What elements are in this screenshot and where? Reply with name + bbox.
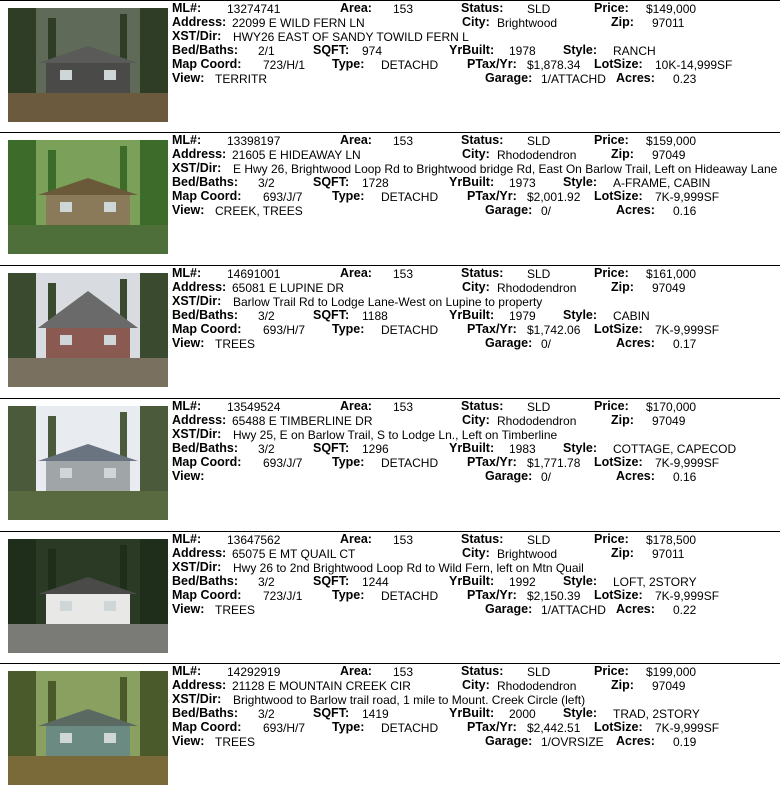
style-label: Style:: [563, 441, 598, 455]
area-label: Area:: [340, 532, 372, 546]
type-value: DETACHD: [381, 589, 439, 603]
price-label: Price:: [594, 1, 629, 15]
status-label: Status:: [461, 664, 504, 678]
zip-label: Zip:: [611, 147, 634, 161]
ml-label: ML#:: [172, 133, 202, 147]
style-label: Style:: [563, 308, 598, 322]
separator-line: [0, 663, 780, 664]
view-label: View:: [172, 336, 205, 350]
sqft-value: 1419: [362, 707, 389, 721]
xst-value: E Hwy 26, Brightwood Loop Rd to Brightwood bridge Rd, East On Barlow Trail, Left on Hideaway Lane: [233, 162, 778, 176]
ptax-value: $2,150.39: [527, 589, 581, 603]
mapcoord-value: 693/H/7: [263, 323, 306, 337]
zip-value: 97049: [652, 148, 686, 162]
ptax-value: $1,771.78: [527, 456, 581, 470]
mapcoord-value: 693/J/7: [263, 456, 303, 470]
yrbuilt-label: YrBuilt:: [449, 574, 495, 588]
bedbaths-value: 3/2: [258, 176, 275, 190]
ml-label: ML#:: [172, 266, 202, 280]
lotsize-label: LotSize:: [594, 57, 643, 71]
mapcoord-label: Map Coord:: [172, 588, 242, 602]
style-label: Style:: [563, 43, 598, 57]
mapcoord-label: Map Coord:: [172, 57, 242, 71]
area-label: Area:: [340, 664, 372, 678]
ptax-value: $2,442.51: [527, 721, 581, 735]
style-value: LOFT, 2STORY: [613, 575, 697, 589]
address-value: 21128 E MOUNTAIN CREEK CIR: [232, 679, 411, 693]
view-value: TERRITR: [215, 72, 267, 86]
address-value: 65081 E LUPINE DR: [232, 281, 345, 295]
city-label: City:: [462, 280, 490, 294]
xst-label: XST/Dir:: [172, 161, 222, 175]
zip-label: Zip:: [611, 15, 634, 29]
mapcoord-label: Map Coord:: [172, 189, 242, 203]
zip-value: 97049: [652, 414, 686, 428]
status-label: Status:: [461, 532, 504, 546]
style-label: Style:: [563, 175, 598, 189]
xst-value: HWY26 EAST OF SANDY TOWILD FERN L: [233, 30, 469, 44]
city-value: Rhododendron: [497, 148, 577, 162]
type-value: DETACHD: [381, 58, 439, 72]
property-photo: [8, 273, 168, 387]
status-label: Status:: [461, 1, 504, 15]
mapcoord-label: Map Coord:: [172, 455, 242, 469]
xst-value: Barlow Trail Rd to Lodge Lane-West on Lupine to property: [233, 295, 543, 309]
style-value: COTTAGE, CAPECOD: [613, 442, 737, 456]
lotsize-label: LotSize:: [594, 588, 643, 602]
acres-value: 0.23: [673, 72, 697, 86]
address-label: Address:: [172, 15, 227, 29]
yrbuilt-value: 1978: [509, 44, 536, 58]
style-value: A-FRAME, CABIN: [613, 176, 711, 190]
bedbaths-value: 2/1: [258, 44, 275, 58]
zip-value: 97011: [652, 547, 685, 561]
property-photo-image: [8, 539, 168, 653]
garage-value: 1/ATTACHD: [541, 72, 606, 86]
listing-2: [0, 132, 780, 257]
area-value: 153: [393, 665, 414, 679]
zip-value: 97011: [652, 16, 685, 30]
mapcoord-label: Map Coord:: [172, 322, 242, 336]
sqft-value: 1244: [362, 575, 389, 589]
listing-1: [0, 0, 780, 125]
area-value: 153: [393, 267, 414, 281]
ml-value: 13647562: [227, 533, 281, 547]
mapcoord-value: 723/H/1: [263, 58, 306, 72]
mapcoord-value: 723/J/1: [263, 589, 303, 603]
type-label: Type:: [332, 57, 365, 71]
lotsize-value: 10K-14,999SF: [655, 58, 733, 72]
garage-label: Garage:: [485, 336, 533, 350]
property-photo: [8, 539, 168, 653]
separator-line: [0, 265, 780, 266]
bedbaths-label: Bed/Baths:: [172, 441, 238, 455]
listing-3: [0, 265, 780, 390]
address-value: 22099 E WILD FERN LN: [232, 16, 365, 30]
lotsize-label: LotSize:: [594, 322, 643, 336]
ml-label: ML#:: [172, 399, 202, 413]
acres-label: Acres:: [616, 71, 655, 85]
ptax-value: $2,001.92: [527, 190, 581, 204]
mapcoord-label: Map Coord:: [172, 720, 242, 734]
price-value: $161,000: [646, 267, 697, 281]
acres-label: Acres:: [616, 734, 655, 748]
type-label: Type:: [332, 455, 365, 469]
xst-label: XST/Dir:: [172, 29, 222, 43]
type-value: DETACHD: [381, 721, 439, 735]
city-value: Rhododendron: [497, 679, 577, 693]
listing-5: [0, 531, 780, 656]
acres-label: Acres:: [616, 336, 655, 350]
style-value: RANCH: [613, 44, 656, 58]
lotsize-value: 7K-9,999SF: [655, 190, 720, 204]
sqft-label: SQFT:: [313, 441, 350, 455]
yrbuilt-value: 1973: [509, 176, 536, 190]
area-label: Area:: [340, 399, 372, 413]
xst-label: XST/Dir:: [172, 692, 222, 706]
area-value: 153: [393, 533, 414, 547]
city-label: City:: [462, 678, 490, 692]
yrbuilt-label: YrBuilt:: [449, 441, 495, 455]
bedbaths-label: Bed/Baths:: [172, 308, 238, 322]
ml-value: 14691001: [227, 267, 281, 281]
listing-4: [0, 398, 780, 523]
city-value: Rhododendron: [497, 414, 577, 428]
price-label: Price:: [594, 266, 629, 280]
view-value: TREES: [215, 603, 256, 617]
view-label: View:: [172, 469, 205, 483]
area-value: 153: [393, 400, 414, 414]
ml-value: 13274741: [227, 2, 281, 16]
garage-value: 0/: [541, 470, 552, 484]
garage-value: 1/ATTACHD: [541, 603, 606, 617]
bedbaths-label: Bed/Baths:: [172, 175, 238, 189]
ml-label: ML#:: [172, 664, 202, 678]
property-photo-image: [8, 406, 168, 520]
view-value: TREES: [215, 337, 256, 351]
sqft-value: 1296: [362, 442, 389, 456]
yrbuilt-label: YrBuilt:: [449, 175, 495, 189]
area-label: Area:: [340, 266, 372, 280]
bedbaths-label: Bed/Baths:: [172, 43, 238, 57]
address-value: 65075 E MT QUAIL CT: [232, 547, 356, 561]
view-value: TREES: [215, 735, 256, 749]
address-label: Address:: [172, 147, 227, 161]
price-value: $178,500: [646, 533, 697, 547]
zip-value: 97049: [652, 281, 686, 295]
bedbaths-value: 3/2: [258, 442, 275, 456]
address-label: Address:: [172, 413, 227, 427]
ptax-label: PTax/Yr:: [467, 720, 517, 734]
status-label: Status:: [461, 133, 504, 147]
ml-value: 14292919: [227, 665, 281, 679]
xst-value: Hwy 25, E on Barlow Trail, S to Lodge Ln., Left on Timberline: [233, 428, 558, 442]
style-value: TRAD, 2STORY: [613, 707, 700, 721]
yrbuilt-value: 1983: [509, 442, 536, 456]
lotsize-value: 7K-9,999SF: [655, 456, 720, 470]
ml-label: ML#:: [172, 532, 202, 546]
city-value: Rhododendron: [497, 281, 577, 295]
sqft-label: SQFT:: [313, 175, 350, 189]
sqft-value: 974: [362, 44, 383, 58]
style-value: CABIN: [613, 309, 650, 323]
separator-line: [0, 398, 780, 399]
type-value: DETACHD: [381, 190, 439, 204]
price-value: $159,000: [646, 134, 697, 148]
ptax-label: PTax/Yr:: [467, 588, 517, 602]
address-value: 21605 E HIDEAWAY LN: [232, 148, 361, 162]
mapcoord-value: 693/H/7: [263, 721, 306, 735]
xst-label: XST/Dir:: [172, 427, 222, 441]
status-value: SLD: [527, 267, 551, 281]
city-label: City:: [462, 147, 490, 161]
acres-value: 0.22: [673, 603, 697, 617]
separator-line: [0, 132, 780, 133]
lotsize-label: LotSize:: [594, 455, 643, 469]
lotsize-value: 7K-9,999SF: [655, 323, 720, 337]
price-label: Price:: [594, 532, 629, 546]
address-label: Address:: [172, 546, 227, 560]
city-value: Brightwood: [497, 547, 558, 561]
garage-label: Garage:: [485, 734, 533, 748]
ml-value: 13549524: [227, 400, 281, 414]
status-value: SLD: [527, 533, 551, 547]
type-label: Type:: [332, 588, 365, 602]
xst-value: Brightwood to Barlow trail road, 1 mile to Mount. Creek Circle (left): [233, 693, 586, 707]
type-label: Type:: [332, 322, 365, 336]
garage-value: 0/: [541, 204, 552, 218]
type-value: DETACHD: [381, 456, 439, 470]
address-label: Address:: [172, 678, 227, 692]
city-label: City:: [462, 546, 490, 560]
bedbaths-value: 3/2: [258, 707, 275, 721]
price-label: Price:: [594, 664, 629, 678]
acres-value: 0.19: [673, 735, 697, 749]
sqft-label: SQFT:: [313, 308, 350, 322]
yrbuilt-label: YrBuilt:: [449, 308, 495, 322]
address-value: 65488 E TIMBERLINE DR: [232, 414, 373, 428]
type-label: Type:: [332, 720, 365, 734]
yrbuilt-label: YrBuilt:: [449, 43, 495, 57]
property-photo: [8, 8, 168, 122]
property-photo-image: [8, 273, 168, 387]
acres-label: Acres:: [616, 203, 655, 217]
ptax-label: PTax/Yr:: [467, 455, 517, 469]
ptax-value: $1,742.06: [527, 323, 581, 337]
lotsize-value: 7K-9,999SF: [655, 721, 720, 735]
yrbuilt-value: 2000: [509, 707, 536, 721]
view-label: View:: [172, 203, 205, 217]
city-value: Brightwood: [497, 16, 558, 30]
property-photo-image: [8, 671, 168, 785]
price-value: $199,000: [646, 665, 697, 679]
bedbaths-value: 3/2: [258, 575, 275, 589]
listing-6: [0, 663, 780, 788]
acres-value: 0.16: [673, 204, 697, 218]
acres-label: Acres:: [616, 602, 655, 616]
lotsize-label: LotSize:: [594, 189, 643, 203]
mapcoord-value: 693/J/7: [263, 190, 303, 204]
garage-label: Garage:: [485, 71, 533, 85]
ml-value: 13398197: [227, 134, 281, 148]
type-value: DETACHD: [381, 323, 439, 337]
price-label: Price:: [594, 399, 629, 413]
area-label: Area:: [340, 1, 372, 15]
lotsize-value: 7K-9,999SF: [655, 589, 720, 603]
status-value: SLD: [527, 2, 551, 16]
area-value: 153: [393, 2, 414, 16]
type-label: Type:: [332, 189, 365, 203]
ml-label: ML#:: [172, 1, 202, 15]
status-label: Status:: [461, 399, 504, 413]
status-value: SLD: [527, 134, 551, 148]
yrbuilt-label: YrBuilt:: [449, 706, 495, 720]
acres-value: 0.17: [673, 337, 697, 351]
style-label: Style:: [563, 574, 598, 588]
property-photo-image: [8, 8, 168, 122]
zip-label: Zip:: [611, 678, 634, 692]
style-label: Style:: [563, 706, 598, 720]
address-label: Address:: [172, 280, 227, 294]
view-value: CREEK, TREES: [215, 204, 303, 218]
bedbaths-label: Bed/Baths:: [172, 706, 238, 720]
sqft-label: SQFT:: [313, 43, 350, 57]
zip-label: Zip:: [611, 546, 634, 560]
ptax-label: PTax/Yr:: [467, 189, 517, 203]
bedbaths-label: Bed/Baths:: [172, 574, 238, 588]
zip-label: Zip:: [611, 280, 634, 294]
property-photo: [8, 406, 168, 520]
property-photo: [8, 140, 168, 254]
view-label: View:: [172, 734, 205, 748]
zip-value: 97049: [652, 679, 686, 693]
sqft-value: 1188: [362, 309, 388, 323]
xst-label: XST/Dir:: [172, 294, 222, 308]
view-label: View:: [172, 602, 205, 616]
status-value: SLD: [527, 400, 551, 414]
city-label: City:: [462, 15, 490, 29]
ptax-label: PTax/Yr:: [467, 322, 517, 336]
price-value: $149,000: [646, 2, 697, 16]
xst-label: XST/Dir:: [172, 560, 222, 574]
acres-value: 0.16: [673, 470, 697, 484]
status-label: Status:: [461, 266, 504, 280]
sqft-label: SQFT:: [313, 706, 350, 720]
ptax-label: PTax/Yr:: [467, 57, 517, 71]
bedbaths-value: 3/2: [258, 309, 275, 323]
garage-value: 1/OVRSIZE: [541, 735, 604, 749]
property-photo-image: [8, 140, 168, 254]
garage-label: Garage:: [485, 203, 533, 217]
lotsize-label: LotSize:: [594, 720, 643, 734]
city-label: City:: [462, 413, 490, 427]
garage-label: Garage:: [485, 469, 533, 483]
sqft-value: 1728: [362, 176, 389, 190]
garage-label: Garage:: [485, 602, 533, 616]
yrbuilt-value: 1979: [509, 309, 536, 323]
status-value: SLD: [527, 665, 551, 679]
area-value: 153: [393, 134, 414, 148]
price-value: $170,000: [646, 400, 697, 414]
sqft-label: SQFT:: [313, 574, 350, 588]
zip-label: Zip:: [611, 413, 634, 427]
yrbuilt-value: 1992: [509, 575, 536, 589]
price-label: Price:: [594, 133, 629, 147]
xst-value: Hwy 26 to 2nd Brightwood Loop Rd to Wild Fern, left on Mtn Quail: [233, 561, 584, 575]
separator-line: [0, 531, 780, 532]
acres-label: Acres:: [616, 469, 655, 483]
area-label: Area:: [340, 133, 372, 147]
view-label: View:: [172, 71, 205, 85]
ptax-value: $1,878.34: [527, 58, 581, 72]
property-photo: [8, 671, 168, 785]
garage-value: 0/: [541, 337, 552, 351]
separator-line: [0, 0, 780, 1]
